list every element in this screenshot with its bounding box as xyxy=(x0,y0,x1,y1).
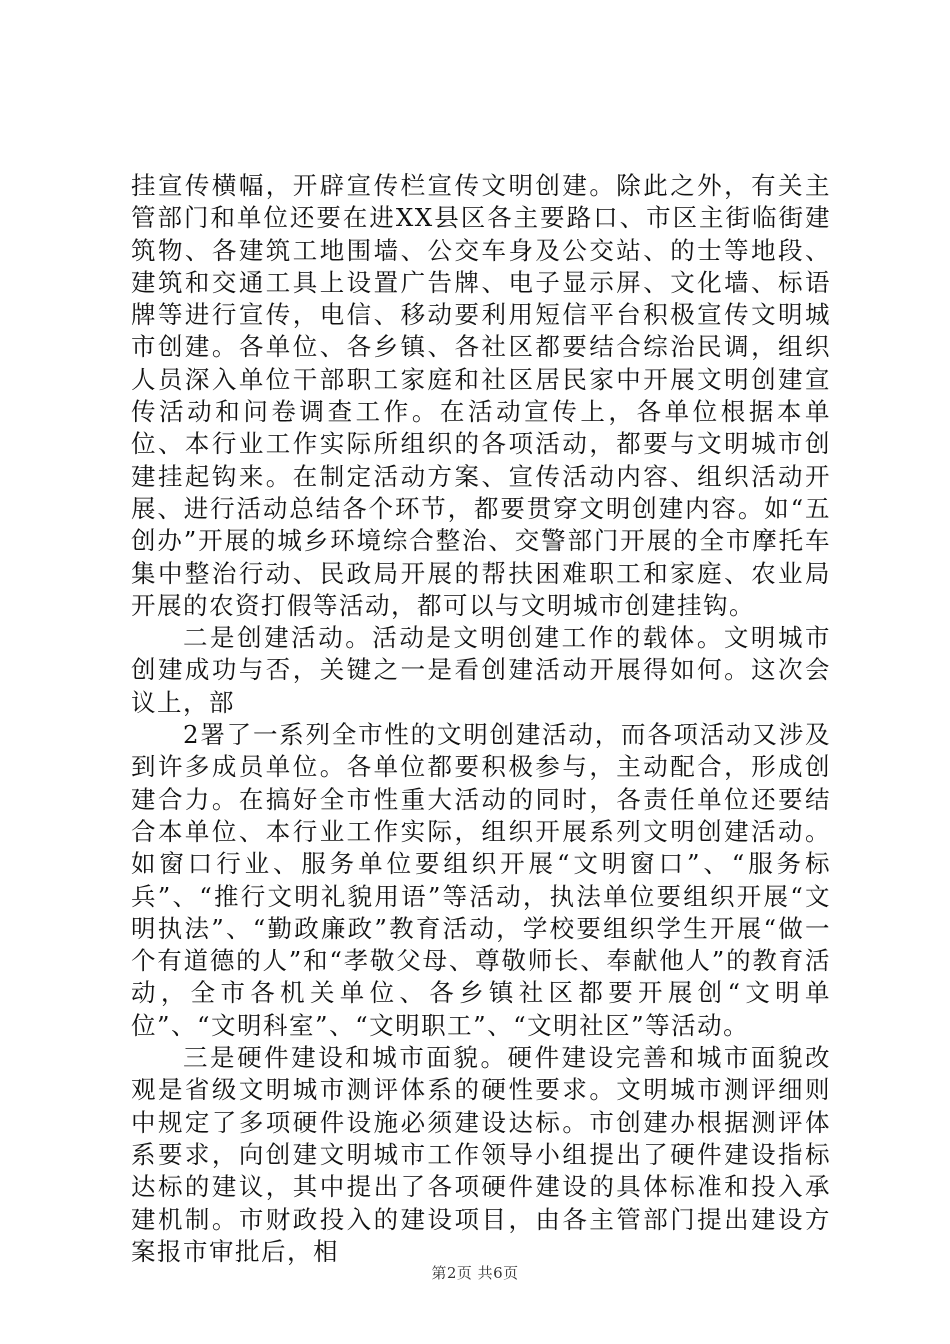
paragraph-3: 2署了一系列全市性的文明创建活动，而各项活动又涉及到许多成员单位。各单位都要积极参与，主动配合，形成创建合力。在搞好全市性重大活动的同时，各责任单位还要结合本单位、本行业工作实际，组织开展系列文明创建活动。如窗口行业、服务单位要组织开展“文明窗口”、“服务标兵”、“推行文明礼貌用语”等活动，执法单位要组织开展“文明执法”、“勤政廉政”教育活动，学校要组织学生开展“做一个有道德的人”和“孝敬父母、尊敬师长、奉献他人”的教育活动，全市各机关单位、各乡镇社区都要开展创“文明单位”、“文明科室”、“文明职工”、“文明社区”等活动。 xyxy=(131,720,831,1040)
page-number-footer: 第2页 共6页 xyxy=(431,1264,519,1282)
paragraph-1: 挂宣传横幅，开辟宣传栏宣传文明创建。除此之外，有关主管部门和单位还要在进XX县区各主要路口、市区主街临街建筑物、各建筑工地围墙、公交车身及公交站、的士等地段、建筑和交通工具上设置广告牌、电子显示屏、文化墙、标语牌等进行宣传，电信、移动要利用短信平台积极宣传文明城市创建。各单位、各乡镇、各社区都要结合综治民调，组织人员深入单位干部职工家庭和社区居民家中开展文明创建宣传活动和问卷调查工作。在活动宣传上，各单位根据本单位、本行业工作实际所组织的各项活动，都要与文明城市创建挂起钩来。在制定活动方案、宣传活动内容、组织活动开展、进行活动总结各个环节，都要贯穿文明创建内容。如“五创办”开展的城乡环境综合整治、交警部门开展的全市摩托车集中整治行动、民政局开展的帮扶困难职工和家庭、农业局开展的农资打假等活动，都可以与文明城市创建挂钩。 xyxy=(131,171,831,620)
paragraph-4: 三是硬件建设和城市面貌。硬件建设完善和城市面貌改观是省级文明城市测评体系的硬性要求。文明城市测评细则中规定了多项硬件设施必须建设达标。市创建办根据测评体系要求，向创建文明城市工作领导小组提出了硬件建设指标达标的建议，其中提出了各项硬件建设的具体标准和投入承建机制。市财政投入的建设项目，由各主管部门提出建设方案报市审批后，相 xyxy=(131,1043,831,1266)
document-body xyxy=(131,170,831,1268)
paragraph-2: 二是创建活动。活动是文明创建工作的载体。文明城市创建成功与否，关键之一是看创建活动开展得如何。这次会议上，部 xyxy=(131,623,831,717)
